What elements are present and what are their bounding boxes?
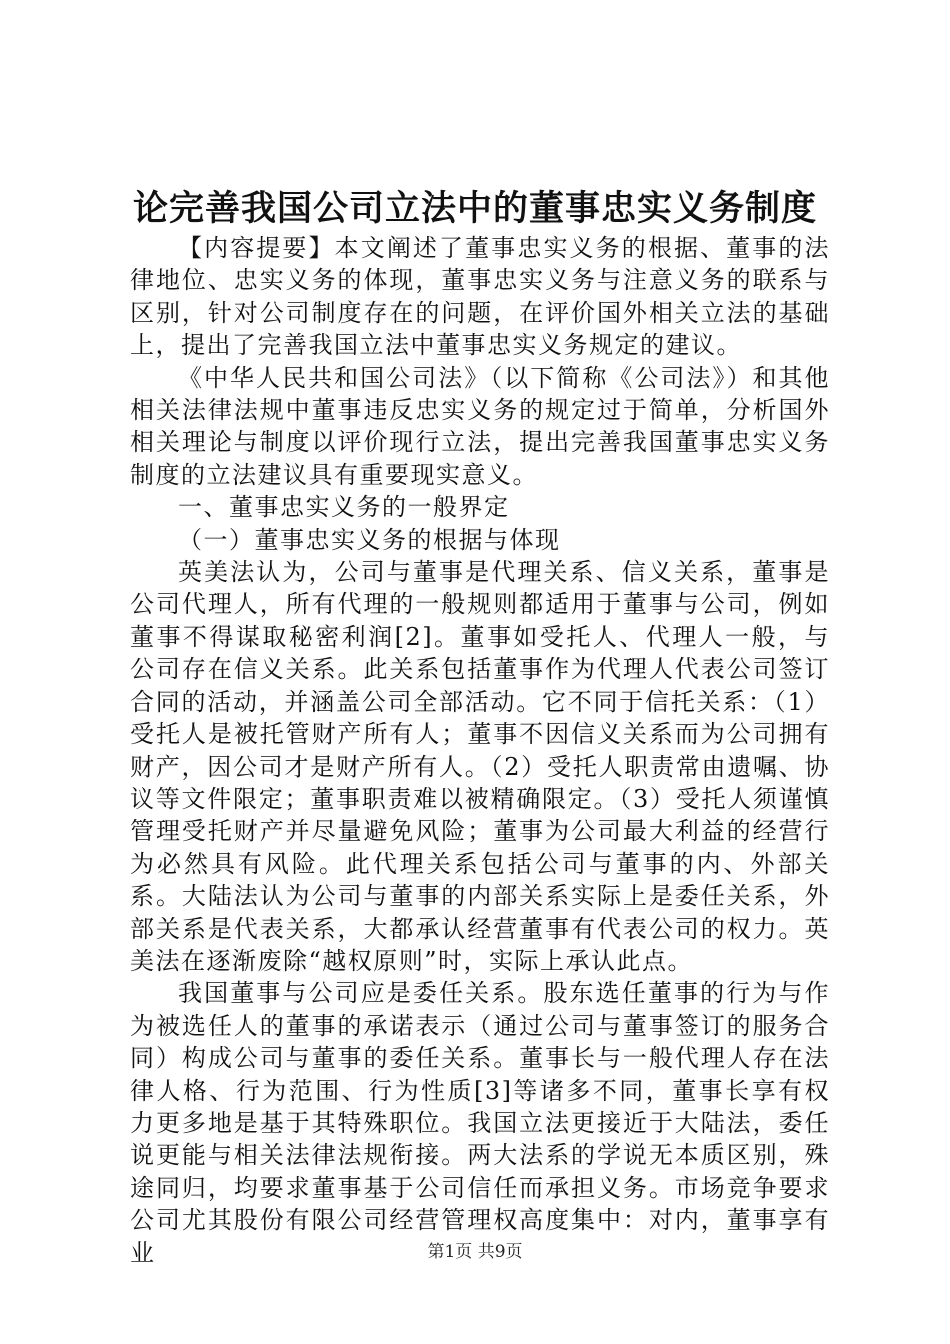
subsection-heading: （一）董事忠实义务的根据与体现 [178,525,561,554]
page-number-footer: 第1页 共9页 [427,1242,523,1262]
section-heading: 一、董事忠实义务的一般界定 [178,493,510,522]
abstract-paragraph: 【内容提要】本文阐述了董事忠实义务的根据、董事的法律地位、忠实义务的体现，董事忠实义务与注意义务的联系与区别，针对公司制度存在的问题，在评价国外相关立法的基础上，提出了完善我国立法中董事忠实义务规定的建议。 [130,234,830,360]
intro-paragraph: 《中华人民共和国公司法》（以下简称《公司法》）和其他相关法律法规中董事违反忠实义务的规定过于简单，分析国外相关理论与制度以评价现行立法，提出完善我国董事忠实义务制度的立法建议具有重要现实意义。 [130,363,830,489]
document-body [130,232,830,1269]
document-title: 论完善我国公司立法中的董事忠实义务制度 [132,188,817,229]
body-paragraph: 英美法认为，公司与董事是代理关系、信义关系，董事是公司代理人，所有代理的一般规则都适用于董事与公司，例如董事不得谋取秘密利润[2]。董事如受托人、代理人一般，与公司存在信义关系。此关系包括董事作为代理人代表公司签订合同的活动，并涵盖公司全部活动。它不同于信托关系：（1）受托人是被托管财产所有人；董事不因信义关系而为公司拥有财产，因公司才是财产所有人。（2）受托人职责常由遗嘱、协议等文件限定；董事职责难以被精确限定。（3）受托人须谨慎管理受托财产并尽量避免风险；董事为公司最大利益的经营行为必然具有风险。此代理关系包括公司与董事的内、外部关系。大陆法认为公司与董事的内部关系实际上是委任关系，外部关系是代表关系，大都承认经营董事有代表公司的权力。英美法在逐渐废除“越权原则”时，实际上承认此点。 [130,558,830,975]
body-paragraph: 我国董事与公司应是委任关系。股东选任董事的行为与作为被选任人的董事的承诺表示（通过公司与董事签订的服务合同）构成公司与董事的委任关系。董事长与一般代理人存在法律人格、行为范围、行为性质[3]等诸多不同，董事长享有权力更多地是基于其特殊职位。我国立法更接近于大陆法，委任说更能与相关法律法规衔接。两大法系的学说无本质区别，殊途同归，均要求董事基于公司信任而承担义务。市场竞争要求公司尤其股份有限公司经营管理权高度集中：对内，董事享有业 [130,979,830,1267]
